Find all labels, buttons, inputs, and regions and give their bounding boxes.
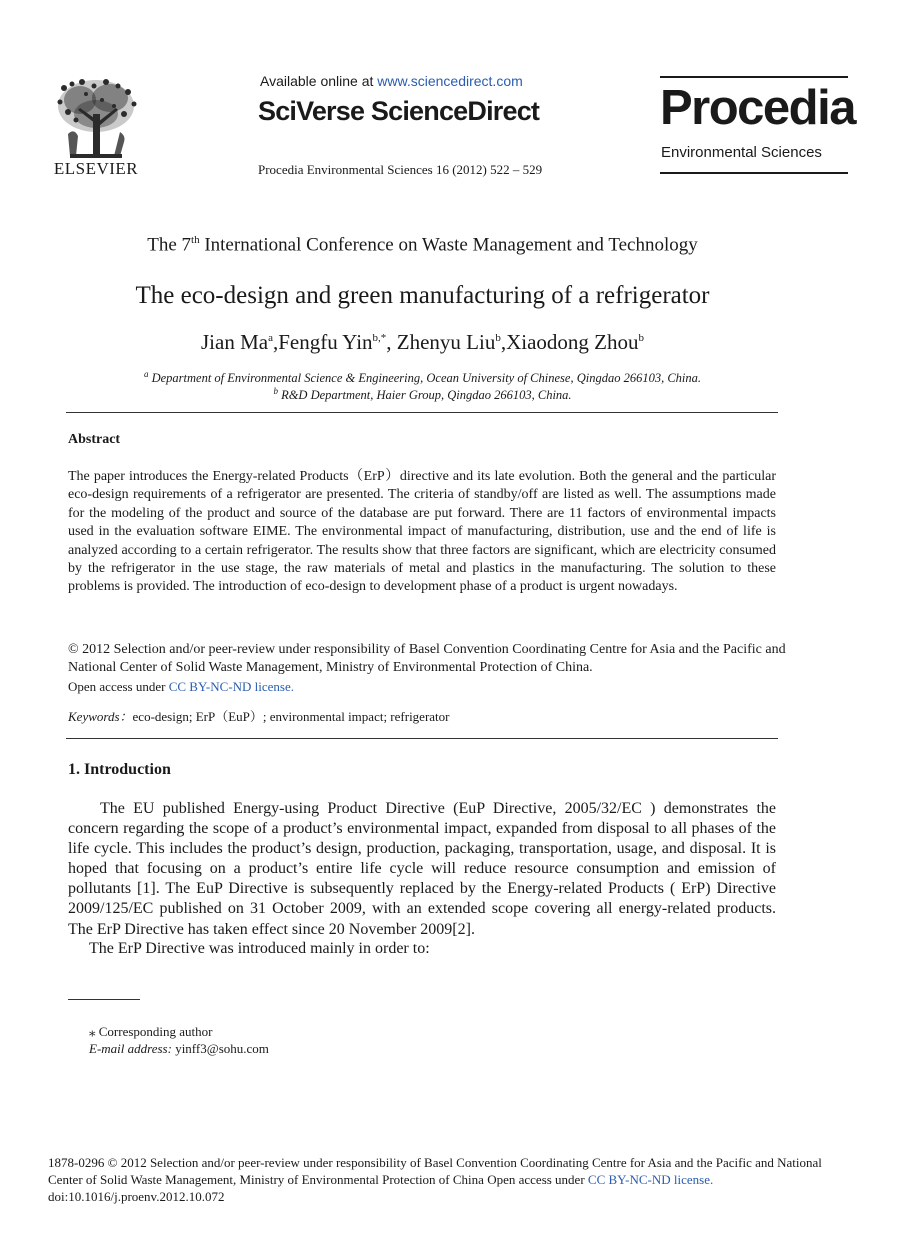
keywords: Keywords：eco-design; ErP（EuP）; environmental impact; refrigerator (68, 709, 450, 724)
page-footer: 1878-0296 © 2012 Selection and/or peer-review under responsibility of Basel Convention Coordinating Centre for Asia and the Pacific and National Center of Solid Waste Management, Ministry of Environmental Protection of China Open access under CC BY-NC-ND license. doi:10.1016/j.proenv.2012.10.072 (48, 1155, 822, 1204)
journal-logo-bottom-rule (660, 172, 848, 174)
section-heading: 1. Introduction (68, 761, 171, 778)
journal-logo: Procedia (660, 81, 855, 135)
conference-name: The 7th International Conference on Waste Management and Technology (147, 234, 698, 256)
author: Zhenyu Liu (396, 330, 496, 354)
footer-license-link[interactable]: CC BY-NC-ND license. (587, 1172, 714, 1187)
sciencedirect-link[interactable]: www.sciencedirect.com (377, 73, 523, 89)
divider (66, 738, 778, 739)
platform-logo: SciVerse ScienceDirect (258, 96, 540, 126)
author-list: Jian Ma$^a$,Fengfu Yin$^{b,*}$, Zhenyu Liu$^b$,Xiaodong Zhou$^b$ (201, 330, 644, 354)
journal-logo-subtitle: Environmental Sciences (661, 144, 822, 161)
email-address: yinff3@sohu.com (175, 1041, 269, 1056)
email-note: E-mail address: yinff3@sohu.com (89, 1041, 269, 1056)
divider (66, 412, 778, 413)
paragraph: The EU published Energy-using Product Directive (EuP Directive, 2005/32/EC ) demonstrates the concern regarding the scope of a product’s environmental impact, expanded from disposal to all phases of the life cycle. This includes the product’s design, production, packaging, transportation, usage, and disposal. It is hoped that focusing on a product’s entire life cycle will reduce resource consumption and emission of pollutants [1]. The EuP Directive is subsequently replaced by the Energy-related Products ( ErP) Directive 2009/125/EC published on 31 October 2009, with an extended scope covering all energy-related products. The ErP Directive has taken effect since 20 November 2009[2]. (68, 800, 776, 938)
affiliation-a: $^a$ Department of Environmental Science & Engineering, Ocean University of Chinese, Qingdao 266103, China. (143, 369, 702, 386)
author: Fengfu Yin (278, 330, 373, 354)
paper-title: The eco-design and green manufacturing of a refrigerator (135, 282, 710, 309)
paragraph: The ErP Directive was introduced mainly in order to: (89, 940, 430, 957)
abstract-heading: Abstract (68, 432, 121, 447)
license-link[interactable]: CC BY-NC-ND license. (168, 679, 295, 694)
author: Jian Ma (201, 330, 269, 354)
copyright-notice: © 2012 Selection and/or peer-review under responsibility of Basel Convention Coordinating Centre for Asia and the Pacific and National Center of Solid Waste Management, Ministry of Environmental Protection of China. (68, 642, 786, 675)
author: Xiaodong Zhou (506, 330, 639, 354)
affiliation-b: $^b$ R&D Department, Haier Group, Qingdao 266103, China. (273, 386, 572, 403)
journal-reference: Procedia Environmental Sciences 16 (2012) 522 – 529 (258, 162, 543, 177)
availability-line (260, 73, 523, 89)
footnote-rule (68, 999, 140, 1000)
publisher-name: ELSEVIER (53, 159, 139, 178)
open-access-line: Open access under CC BY-NC-ND license. (68, 679, 295, 694)
corresponding-author-note: ⁎ Corresponding author (89, 1024, 213, 1039)
abstract-body: The paper introduces the Energy-related Products（ErP）directive and its late evolution. Both the general and the particular eco-design requirements of a refrigerator are presented. The criteria of standby/off are listed as well. The assumptions made for the modeling of the product and source of the database are put forward. There are 11 factors of environmental impacts used in the evaluation software EIME. The environmental impact of manufacturing, distribution, use and the end of life is analyzed according to a certain refrigerator. The results show that three factors are significant, which are electricity consumed by the refrigerator in the use stage, the raw materials of metal and plastics in the manufacturing. The solution to these problems is provided. The introduction of eco-design to development phase of a product is urgent nowadays. (68, 469, 776, 595)
available-prefix: Available online at (260, 73, 374, 89)
doi: doi:10.1016/j.proenv.2012.10.072 (48, 1189, 225, 1204)
journal-logo-top-rule (660, 76, 848, 78)
